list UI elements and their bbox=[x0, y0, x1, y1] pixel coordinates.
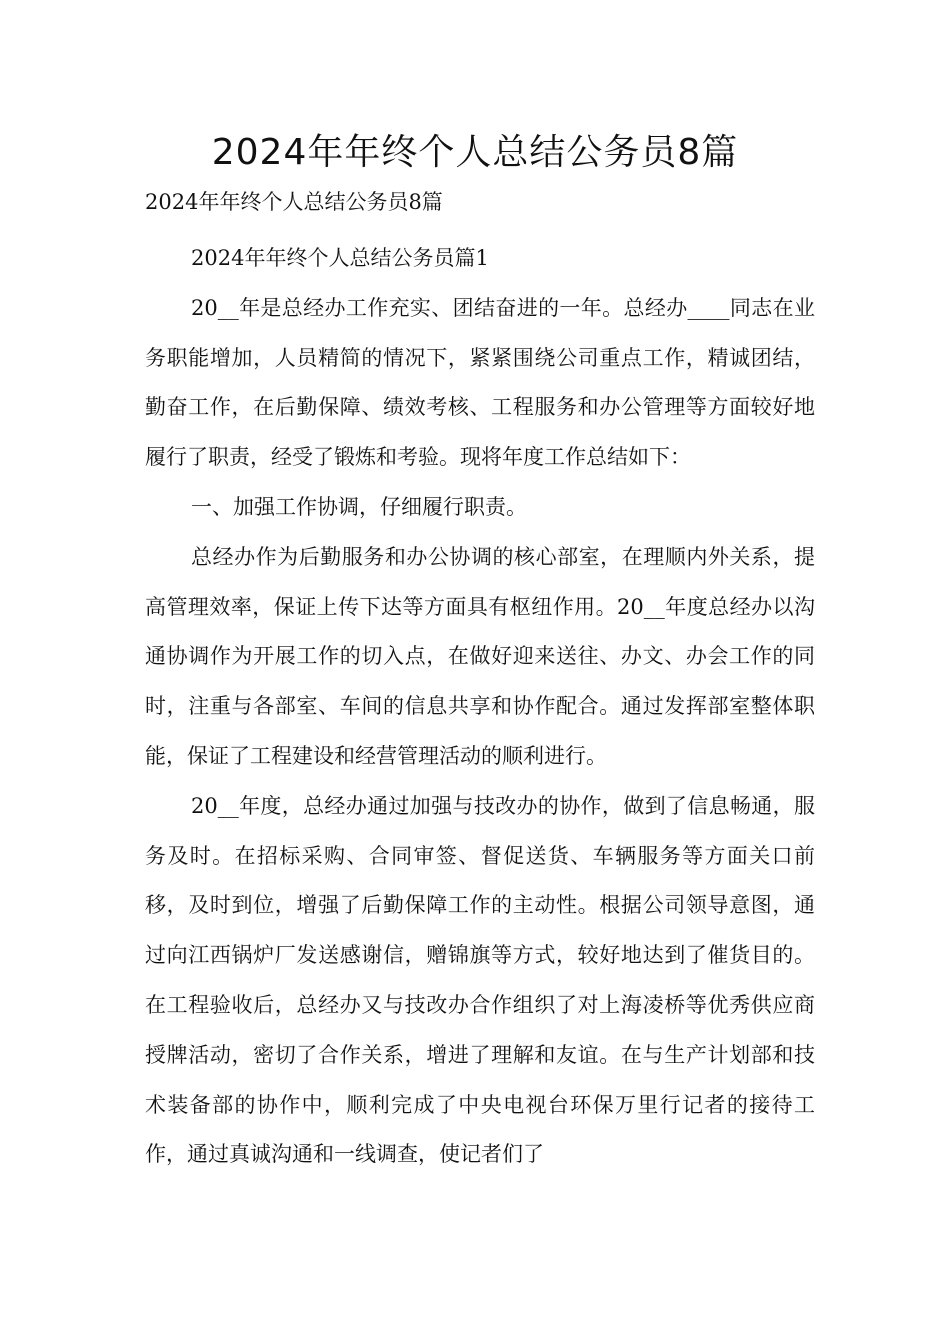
document-body bbox=[145, 180, 815, 1180]
paragraph-intro: 20__年是总经办工作充实、团结奋进的一年。总经办____同志在业务职能增加，人员精简的情况下，紧紧围绕公司重点工作，精诚团结，勤奋工作，在后勤保障、绩效考核、工程服务和办公管理等方面较好地履行了职责，经受了锻炼和考验。现将年度工作总结如下： bbox=[145, 295, 815, 470]
document-subtitle: 2024年年终个人总结公务员8篇 bbox=[145, 190, 443, 214]
section-title: 2024年年终个人总结公务员篇1 bbox=[191, 246, 489, 270]
section-heading-1: 一、加强工作协调，仔细履行职责。 bbox=[191, 494, 527, 519]
document-title: 2024年年终个人总结公务员8篇 bbox=[211, 132, 739, 173]
paragraph-cooperation: 20__年度，总经办通过加强与技改办的协作，做到了信息畅通，服务及时。在招标采购、合同审签、督促送货、车辆服务等方面关口前移，及时到位，增强了后勤保障工作的主动性。根据公司领导意图，通过向江西锅炉厂发送感谢信，赠锦旗等方式，较好地达到了催货目的。在工程验收后，总经办又与技改办合作组织了对上海凌桥等优秀供应商授牌活动，密切了合作关系，增进了理解和友谊。在与生产计划部和技术装备部的协作中，顺利完成了中央电视台环保万里行记者的接待工作，通过真诚沟通和一线调查，使记者们了 bbox=[145, 793, 815, 1167]
paragraph-coordination: 总经办作为后勤服务和办公协调的核心部室，在理顺内外关系，提高管理效率，保证上传下达等方面具有枢纽作用。20__年度总经办以沟通协调作为开展工作的切入点，在做好迎来送往、办文、办会工作的同时，注重与各部室、车间的信息共享和协作配合。通过发挥部室整体职能，保证了工程建设和经营管理活动的顺利进行。 bbox=[145, 544, 815, 768]
